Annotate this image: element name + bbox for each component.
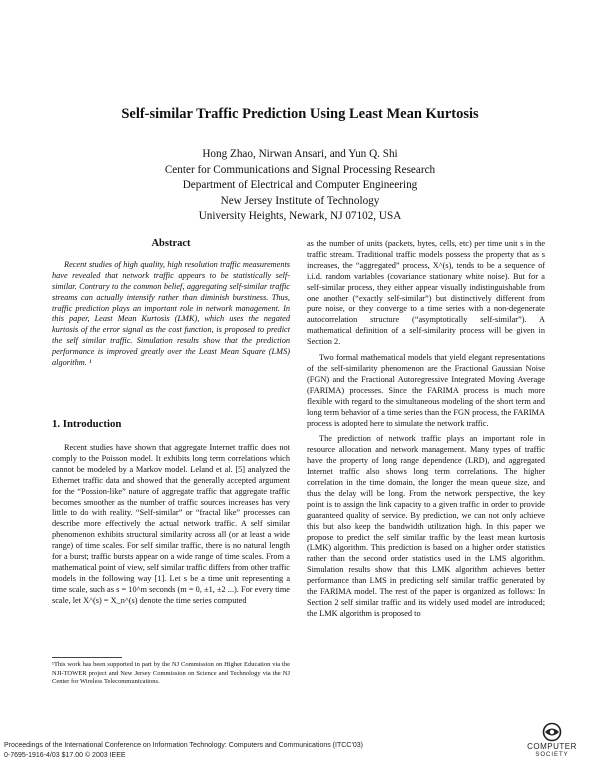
page-footer xyxy=(4,741,363,761)
abstract xyxy=(52,239,290,369)
isbn-line: 0-7695-1916-4/03 $17.00 © 2003 IEEE xyxy=(4,752,126,759)
paragraph: as the number of units (packets, bytes, cells, etc) per time unit s in the traffic stream. Traditional traffic models possess the property that as s increases, the “aggregated” process, X^(s), tends to be a sequence of i.i.d. random variables (covariance stationary white noise). But for a self-similar process, they either appear visually indistinguishable from one another (“exactly self-similar”) but distinctively different from pure noise, or they converge to a time series with a non-degenerate autocorrelation structure (“asymptotically self-similar”). A mathematical definition of a self-similarity process will be given in Section 2. xyxy=(307,239,545,347)
logo-text: SOCIETY xyxy=(535,752,569,758)
affiliation-line: University Heights, Newark, NJ 07102, USA xyxy=(198,210,402,223)
ieee-emblem-icon xyxy=(541,722,563,742)
affiliation-line: Center for Communications and Signal Processing Research xyxy=(164,163,436,176)
section-heading-introduction: 1. Introduction xyxy=(52,418,122,430)
footnote: ¹This work has been supported in part by the NJ Commission on Higher Education via the NJI-TOWER project and New Jersey Commission on Science and Technology via the NJ Center for Wireless Telecommunications. xyxy=(52,661,290,686)
proceedings-line: Proceedings of the International Conference on Information Technology: Computers and Communications (ITCC’03) xyxy=(4,742,364,749)
author-block xyxy=(0,147,600,225)
paragraph: Recent studies have shown that aggregate Internet traffic does not comply to the Poisson model. It exhibits long term correlations which cannot be modeled by a Markov model. Leland et al. [5] analyzed the Ethernet traffic data and showed that the generally accepted argument for the “Possion-like” nature of aggregate traffic that aggregate traffic becomes smoother as the number of traffic sources increases has very little to do with reality. “Self-similar” or “fractal like” processes can describe more effectively the actual network traffic. A self similar phenomenon exhibits structural similarity across all (or at least a wide range) of time scales. For self similar traffic, there is no natural length for a burst; traffic bursts appear on a wide range of time scales. From a mathematical point of view, self similar traffic differs from other traffic models in the following way [1]. Let s be a time unit representing a time scale, such as s = 10^m seconds (m = 0, ±1, ±2 ...). For every time scale, let X^(s) = X_n^(s) denote the time series computed xyxy=(52,443,290,605)
right-column-body xyxy=(307,239,545,620)
abstract-text: Recent studies of high quality, high resolution traffic measurements have revealed that network traffic appears to be statistically self-similar. Contrary to the common belief, aggregating self-similar traffic streams can actually intensify rather than diminish burstiness. Thus, traffic prediction plays an important role in network management. In this paper, Least Mean Kurtosis (LMK), which uses the negated kurtosis of the error signal as the cost function, is proposed to predict the self similar traffic. Simulation results show that the prediction performance is improved greatly over the Least Mean Square (LMS) algorithm. ¹ xyxy=(52,259,290,368)
logo-text: COMPUTER xyxy=(527,742,577,751)
paragraph: Two formal mathematical models that yield elegant representations of the self-similarity phenomenon are the Fractional Gaussian Noise (FGN) and the Fractional Autoregressive Integrated Moving Average (FARIMA) processes. Since the FARIMA process is much more flexible with regard to the simultaneous modeling of the short term and long term behavior of a time series than the FGN process, the FARIMA process is adopted here to simulate the network traffic. xyxy=(307,353,545,428)
computer-society-logo xyxy=(524,722,580,764)
authors: Hong Zhao, Nirwan Ansari, and Yun Q. Shi xyxy=(202,148,398,160)
affiliation-line: New Jersey Institute of Technology xyxy=(220,194,380,207)
affiliation-line: Department of Electrical and Computer Engineering xyxy=(182,179,418,192)
footnote-divider xyxy=(52,657,122,658)
introduction-body xyxy=(52,443,290,607)
paper-title: Self-similar Traffic Prediction Using Least Mean Kurtosis xyxy=(121,106,479,122)
abstract-heading: Abstract xyxy=(151,238,191,249)
paragraph: The prediction of network traffic plays an important role in resource allocation and network management. Many types of traffic have the property of long range dependence (LRD), and aggregated Internet traffic also shows long term correlations. The higher correlation in the time domain, the longer the mean queue size, and thus the delay will be long. From the network perspective, the key point is to assign the link capacity to a given traffic in order to provide guaranteed quality of service. By prediction, we can not only achieve this but also keep the bandwidth utilization high. In this paper we propose to predict the self similar traffic by the least mean kurtosis (LMK) algorithm. This prediction is based on a higher order statistics rather than the second order statistics used in the LMS algorithm. Simulation results show that this LMK algorithm achieves better performance than LMS in predicting self similar traffic generated by the FARIMA model. The rest of the paper is organized as follows: In Section 2 self similar traffic and its widely used model are introduced; the LMK algorithm is proposed to xyxy=(307,434,545,618)
